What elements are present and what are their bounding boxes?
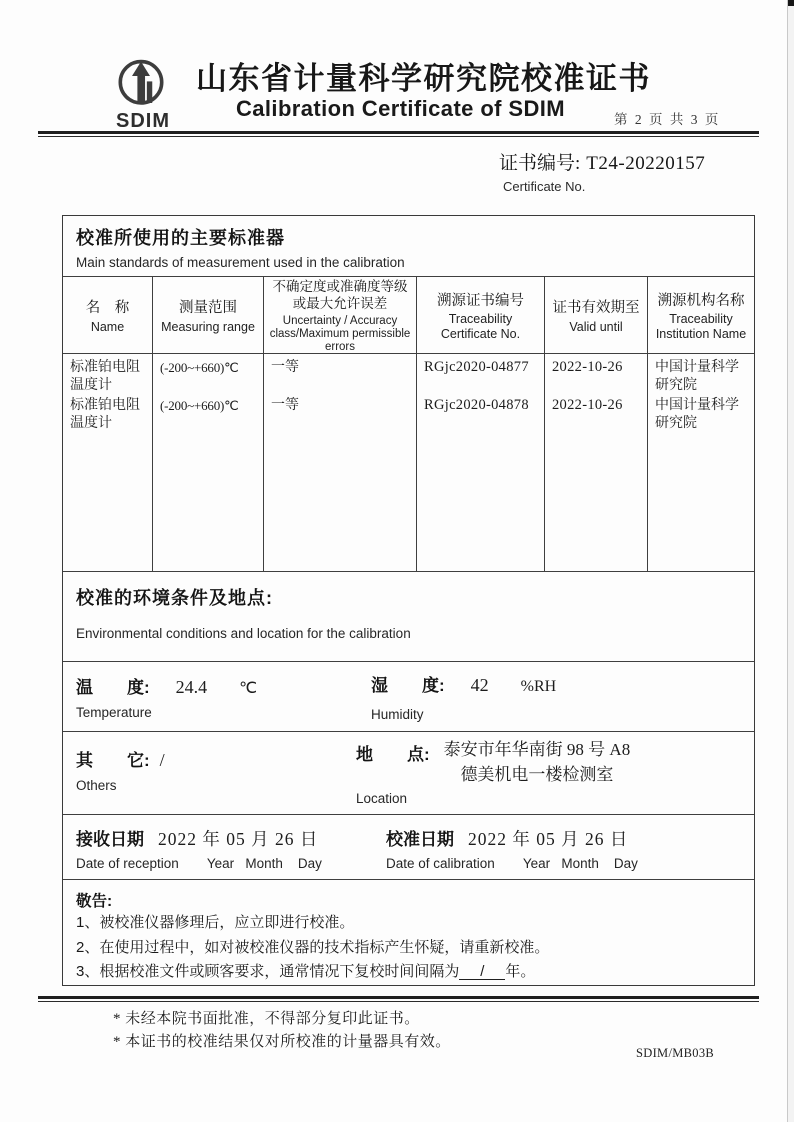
sdim-logo-text: SDIM xyxy=(116,110,170,132)
column-header-uncertainty-en: Uncertainty / Accuracy class/Maximum permissible errors xyxy=(269,314,411,354)
notice-item-3-suffix: 年。 xyxy=(505,963,536,980)
calibration-date-units-en: Year Month Day xyxy=(522,856,638,871)
standards-title-en: Main standards of measurement used in the calibration xyxy=(76,255,405,270)
standard-name-cell: 标准铂电阻温度计 xyxy=(70,360,140,393)
humidity-unit: %RH xyxy=(520,678,557,695)
humidity-field xyxy=(371,671,556,722)
standards-column-trace-no xyxy=(417,354,545,571)
standards-column-accuracy xyxy=(264,354,417,571)
temperature-label-en: Temperature xyxy=(76,705,152,720)
standards-column-range xyxy=(153,354,264,571)
main-table xyxy=(62,215,755,986)
standard-institution-cell: 中国计量科学研究院 xyxy=(655,398,739,431)
notice-item-2: 2、在使用过程中，如对被校准仪器的技术指标产生怀疑，请重新校准。 xyxy=(76,938,550,956)
notice-item-3-blank: / xyxy=(459,964,505,980)
others-label-cn: 其 它: xyxy=(76,751,150,770)
column-header-trace-no-cn: 溯源证书编号 xyxy=(437,293,524,310)
column-header-valid-until xyxy=(545,277,648,356)
column-header-valid-until-cn: 证书有效期至 xyxy=(552,300,640,317)
column-header-valid-until-en: Valid until xyxy=(569,319,623,334)
reception-date-label-en: Date of reception xyxy=(76,856,179,871)
calibration-date-value: 2022 年 05 月 26 日 xyxy=(468,829,629,849)
header-rule xyxy=(38,131,759,137)
column-header-name-en: Name xyxy=(90,319,125,334)
reception-date-field xyxy=(76,825,322,871)
scan-edge-margin xyxy=(787,0,794,1122)
location-label-en: Location xyxy=(356,791,408,806)
footer-rule xyxy=(38,996,759,1002)
others-location-row xyxy=(63,731,754,814)
standard-range-cell: (-200~+660)℃ xyxy=(160,360,239,375)
standards-section-title xyxy=(63,216,754,276)
column-header-name-cn: 名 称 xyxy=(85,300,130,317)
notice-item-1: 1、被校准仪器修理后，应立即进行校准。 xyxy=(76,914,355,931)
notice-title: 敬告: xyxy=(76,893,113,910)
environment-title-en: Environmental conditions and location for the calibration xyxy=(76,626,411,641)
footnote-2: * 本证书的校准结果仅对所校准的计量器具有效。 xyxy=(113,1034,451,1050)
standard-valid-until-cell: 2022-10-26 xyxy=(552,359,623,375)
environment-section-title xyxy=(63,571,754,661)
reception-date-units-en: Year Month Day xyxy=(206,856,322,871)
column-header-trace-no-en: Traceability Certificate No. xyxy=(440,312,521,341)
reception-date-value: 2022 年 05 月 26 日 xyxy=(158,829,319,849)
humidity-value: 42 xyxy=(470,675,489,695)
reception-date-label-cn: 接收日期 xyxy=(76,830,144,849)
location-value-line1: 泰安市年华南街 98 号 A8 xyxy=(443,740,631,759)
temperature-unit: ℃ xyxy=(239,680,258,697)
standards-column-valid-until xyxy=(545,354,648,571)
others-value: / xyxy=(159,750,165,770)
page-title: 山东省计量科学研究院校准证书 xyxy=(196,61,651,96)
standard-range-cell: (-200~+660)℃ xyxy=(160,398,239,413)
temperature-field xyxy=(76,673,257,720)
column-header-name xyxy=(63,277,153,356)
certificate-number-line xyxy=(499,148,705,175)
others-label-en: Others xyxy=(76,778,117,793)
standards-column-institution xyxy=(648,354,754,571)
location-label-cn: 地 点: xyxy=(356,745,430,764)
calibration-date-field xyxy=(386,825,638,871)
standards-column-name xyxy=(63,354,153,571)
notice-item-3-prefix: 3、根据校准文件或顾客要求，通常情况下复校时间间隔为 xyxy=(76,963,460,980)
standard-institution-cell: 中国计量科学研究院 xyxy=(655,360,739,393)
standard-accuracy-cell: 一等 xyxy=(271,398,299,413)
location-value xyxy=(444,737,631,787)
scan-corner-mark xyxy=(788,0,794,6)
standard-valid-until-cell: 2022-10-26 xyxy=(552,397,623,413)
column-header-range xyxy=(153,277,264,356)
environment-title-cn: 校准的环境条件及地点: xyxy=(76,588,273,608)
notice-section xyxy=(63,879,754,985)
temperature-humidity-row xyxy=(63,661,754,731)
temperature-value: 24.4 xyxy=(175,677,208,697)
column-header-institution-cn: 溯源机构名称 xyxy=(657,293,745,310)
page-subtitle: Calibration Certificate of SDIM xyxy=(236,96,565,121)
standard-trace-no-cell: RGjc2020-04877 xyxy=(424,359,529,375)
location-value-line2: 德美机电一楼检测室 xyxy=(460,765,614,784)
footnote-1: * 未经本院书面批准，不得部分复印此证书。 xyxy=(113,1011,420,1027)
column-header-trace-no xyxy=(417,277,545,356)
standards-title-cn: 校准所使用的主要标准器 xyxy=(76,228,285,248)
standards-header-row xyxy=(63,276,754,354)
column-header-institution xyxy=(648,277,754,356)
certificate-number-label-en: Certificate No. xyxy=(503,179,586,194)
form-code: SDIM/MB03B xyxy=(636,1046,715,1060)
standard-trace-no-cell: RGjc2020-04878 xyxy=(424,397,529,413)
column-header-range-cn: 测量范围 xyxy=(179,300,237,317)
standard-name-cell: 标准铂电阻温度计 xyxy=(70,398,140,431)
certificate-number-label-cn: 证书编号: xyxy=(499,153,581,174)
temperature-label-cn: 温 度: xyxy=(76,678,150,697)
calibration-date-label-en: Date of calibration xyxy=(386,856,495,871)
standard-accuracy-cell: 一等 xyxy=(271,360,299,375)
column-header-uncertainty xyxy=(264,277,417,356)
calibration-date-label-cn: 校准日期 xyxy=(386,830,454,849)
dates-row xyxy=(63,814,754,879)
humidity-label-cn: 湿 度: xyxy=(371,676,445,695)
certificate-number-value: T24-20220157 xyxy=(586,153,706,174)
column-header-uncertainty-cn: 不确定度或准确度等级或最大允许误差 xyxy=(272,279,408,311)
notice-item-3 xyxy=(76,960,741,985)
humidity-label-en: Humidity xyxy=(371,707,424,722)
column-header-institution-en: Traceability Institution Name xyxy=(655,312,747,341)
column-header-range-en: Measuring range xyxy=(161,319,255,334)
location-field xyxy=(356,737,630,806)
others-field xyxy=(76,746,165,793)
page-number: 第 2 页 共 3 页 xyxy=(614,112,721,127)
sdim-logo-icon xyxy=(114,58,168,117)
standards-body xyxy=(63,354,754,571)
